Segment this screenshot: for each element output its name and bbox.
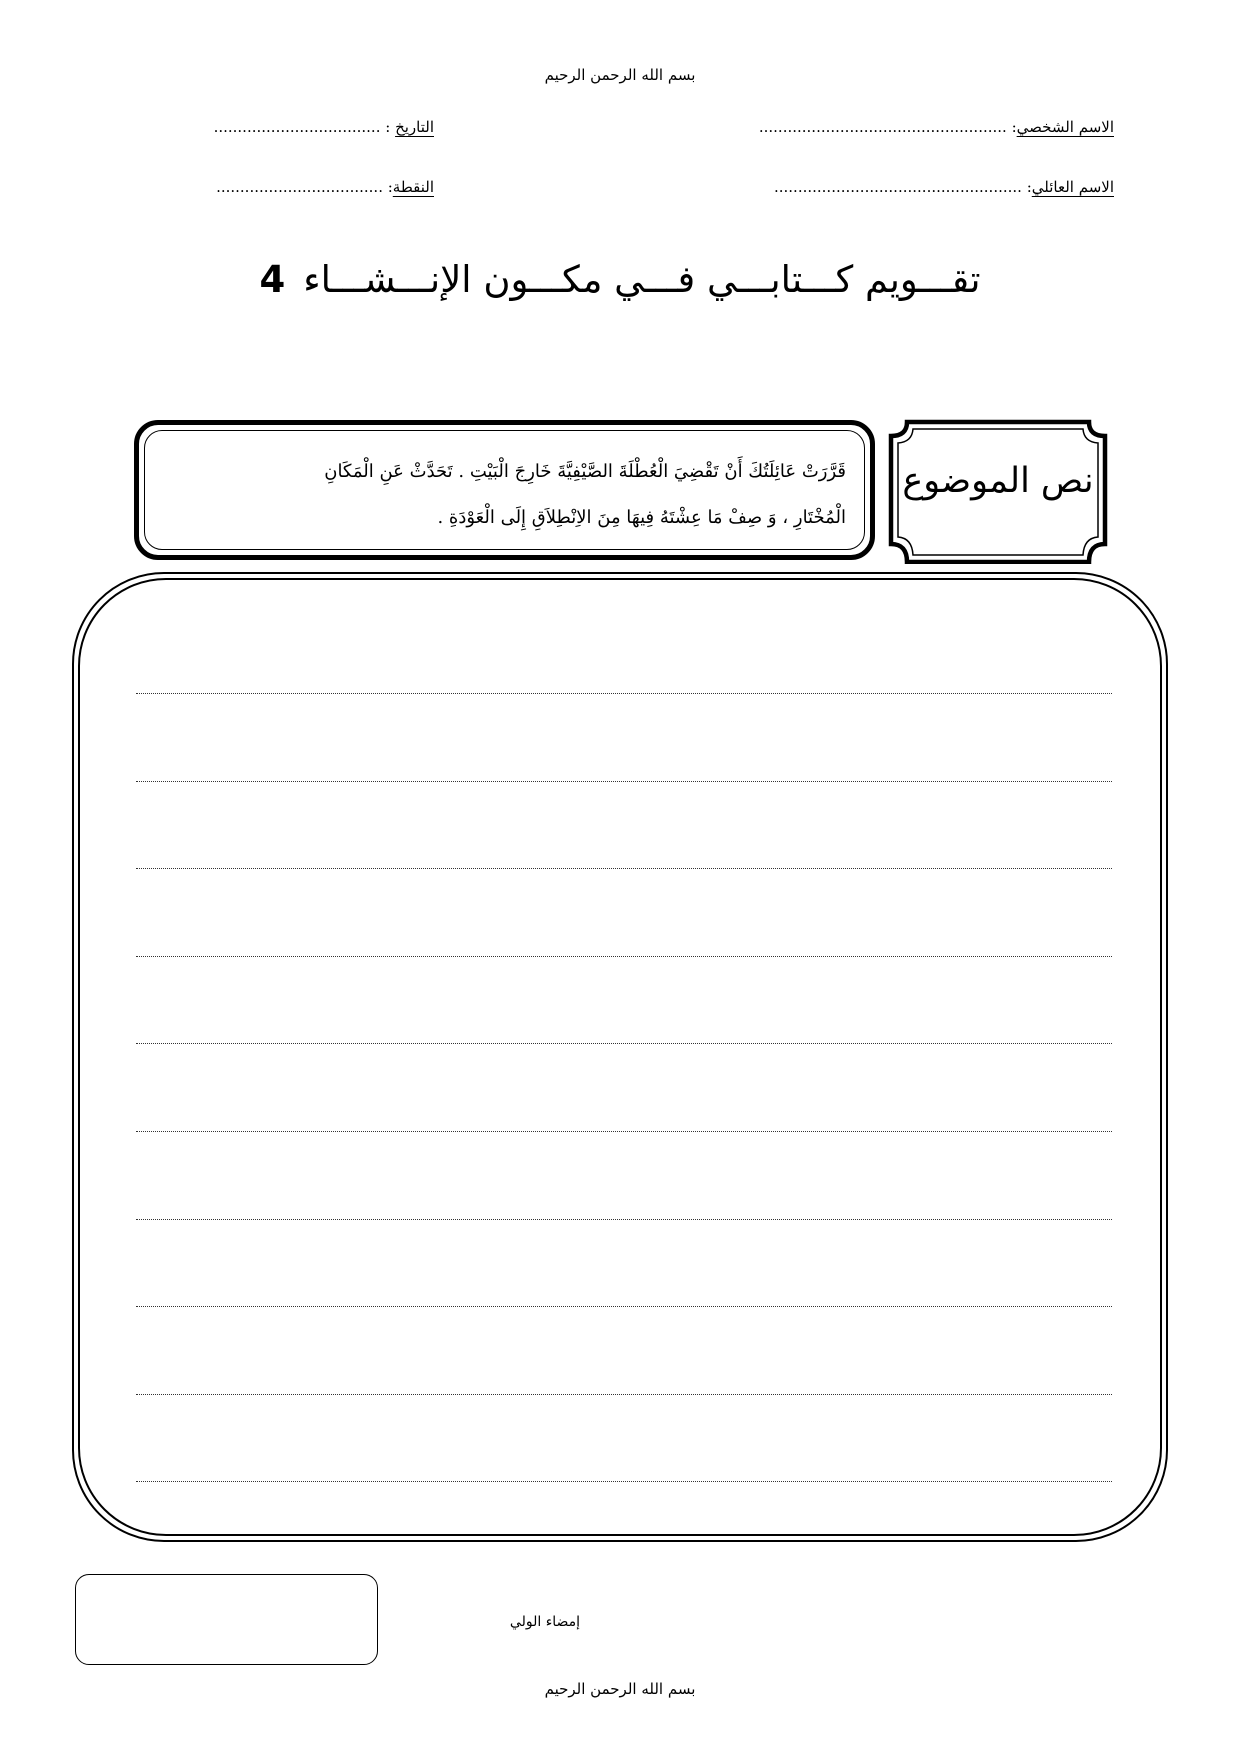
- writing-line[interactable]: [136, 1043, 1112, 1044]
- basmala-header: بسم الله الرحمن الرحيم: [544, 66, 696, 84]
- grade-field[interactable]: النقطة: ...................................: [216, 178, 434, 196]
- signature-box[interactable]: [75, 1574, 378, 1665]
- page-title: [150, 258, 1090, 301]
- prompt-line-1: قَرَّرَتْ عَائِلَتُكَ أَنْ تَقْضِيَ الْعُطْلَةَ الصَّيْفِيَّةَ خَارِجَ الْبَيْتِ . تَحَدَّثْ عَنِ الْمَكَانِ: [324, 461, 846, 482]
- date-field[interactable]: التاريخ : ...................................: [213, 118, 434, 136]
- writing-line[interactable]: [136, 1394, 1112, 1395]
- family-name-dots: ....................................................: [773, 178, 1022, 196]
- page-title-text: تقـــويم كـــتابـــي فـــي مكـــون الإنـــشـــاء: [303, 258, 981, 301]
- writing-line[interactable]: [136, 693, 1112, 694]
- prompt-box: [134, 420, 875, 560]
- first-name-dots: ....................................................: [758, 118, 1007, 136]
- date-label: التاريخ: [395, 118, 434, 136]
- first-name-field[interactable]: الاسم الشخصي: ....................................................: [758, 118, 1114, 136]
- writing-area[interactable]: [72, 572, 1168, 1542]
- writing-line[interactable]: [136, 1219, 1112, 1220]
- page-title-number: 4: [259, 258, 286, 301]
- writing-line[interactable]: [136, 956, 1112, 957]
- writing-line[interactable]: [136, 1131, 1112, 1132]
- signature-label: إمضاء الولي: [509, 1614, 581, 1630]
- writing-line[interactable]: [136, 868, 1112, 869]
- date-dots: ...................................: [213, 118, 381, 136]
- grade-dots: ...................................: [216, 178, 383, 196]
- basmala-footer: بسم الله الرحمن الرحيم: [544, 1680, 696, 1698]
- writing-line[interactable]: [136, 1481, 1112, 1482]
- topic-label-frame: [887, 418, 1109, 564]
- family-name-label: الاسم العائلي: [1031, 178, 1114, 196]
- topic-label-text: نص الموضوع: [902, 461, 1094, 501]
- grade-label: النقطة: [392, 178, 434, 196]
- writing-line[interactable]: [136, 781, 1112, 782]
- prompt-line-2: الْمُخْتَارِ ، وَ صِفْ مَا عِشْتَهُ فِيهَا مِنَ الاِنْطِلاَقِ إِلَى الْعَوْدَةِ .: [437, 507, 846, 528]
- writing-line[interactable]: [136, 1306, 1112, 1307]
- first-name-label: الاسم الشخصي: [1016, 118, 1114, 136]
- family-name-field[interactable]: الاسم العائلي: ....................................................: [773, 178, 1114, 196]
- prompt-text: [163, 449, 846, 541]
